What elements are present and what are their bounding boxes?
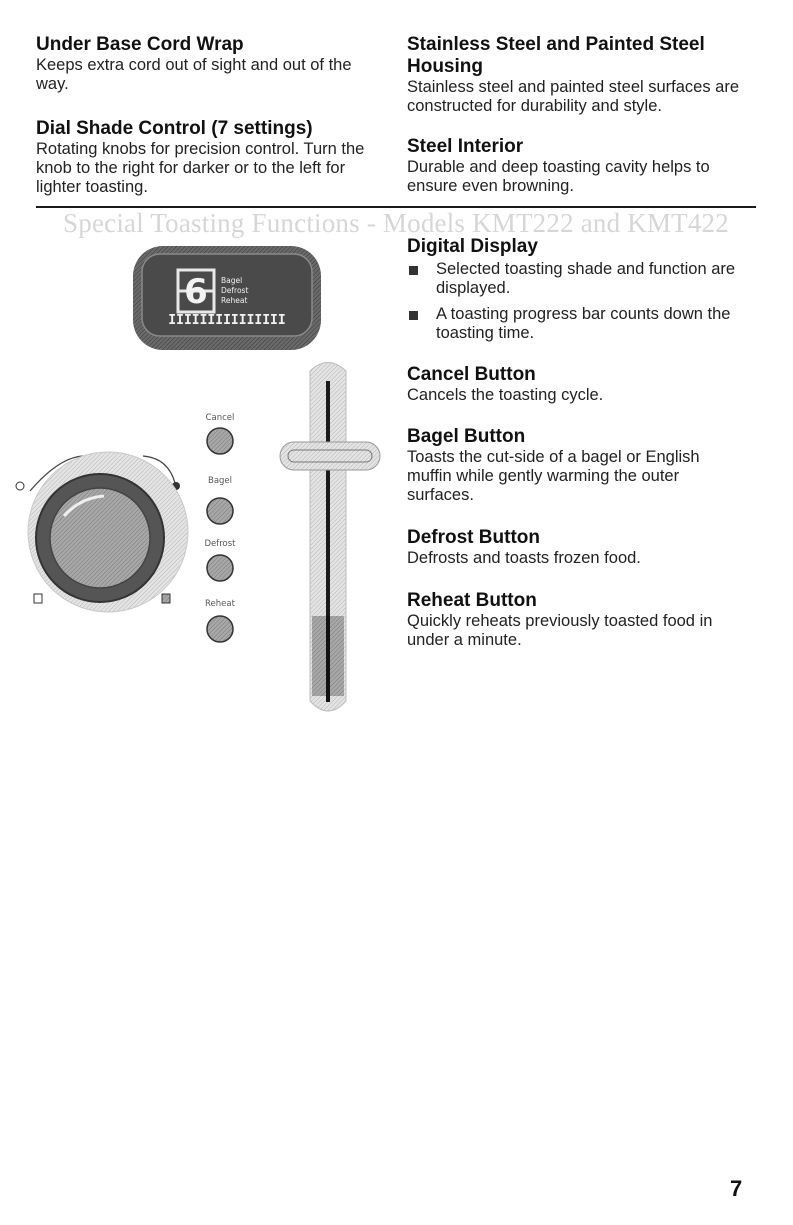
section-title: Special Toasting Functions - Models KMT222 and KMT422	[63, 208, 729, 238]
heading-steel-interior: Steel Interior	[407, 136, 524, 157]
digital-display-bullets	[407, 260, 757, 343]
cancel-button-label: Cancel	[205, 413, 235, 423]
heading-dial-shade: Dial Shade Control (7 settings)	[36, 118, 313, 139]
text-housing: Stainless steel and painted steel surfaces are constructed for durability and style.	[407, 78, 740, 115]
light-setting-icon	[16, 482, 24, 490]
feature-bagel-button	[407, 426, 757, 505]
heading-reheat-button: Reheat Button	[407, 590, 537, 611]
feature-housing	[407, 34, 757, 116]
display-digit: 6	[184, 272, 208, 312]
feature-cancel-button	[407, 364, 757, 405]
display-mode-defrost: Defrost	[221, 286, 249, 295]
list-item: A toasting progress bar counts down the toasting time.	[407, 305, 757, 343]
shade-dial	[16, 452, 188, 612]
feature-dial-shade	[36, 118, 388, 197]
feature-digital-display	[407, 236, 757, 350]
dark-toast-icon	[162, 594, 170, 603]
feature-steel-interior	[407, 136, 757, 196]
heading-digital-display: Digital Display	[407, 236, 538, 257]
reheat-button-label: Reheat	[205, 599, 235, 609]
heading-cord-wrap: Under Base Cord Wrap	[36, 34, 244, 55]
heading-bagel-button: Bagel Button	[407, 426, 526, 447]
toasting-lever	[280, 363, 380, 712]
text-bagel-button: Toasts the cut-side of a bagel or English muffin while gently warming the outer surfaces.	[407, 448, 700, 504]
display-progress-bar: IIIIIIIIIIIIIII	[168, 313, 286, 328]
list-item: Selected toasting shade and function are displayed.	[407, 260, 757, 298]
digital-display	[133, 246, 321, 350]
bagel-button-label: Bagel	[207, 476, 233, 486]
text-cord-wrap: Keeps extra cord out of sight and out of the way.	[36, 56, 352, 93]
text-steel-interior: Durable and deep toasting cavity helps to ensure even browning.	[407, 158, 710, 195]
bullet-icon	[409, 311, 418, 320]
defrost-button-icon	[207, 555, 233, 581]
feature-defrost-button	[407, 527, 757, 568]
function-buttons	[204, 413, 236, 642]
text-reheat-button: Quickly reheats previously toasted food in under a minute.	[407, 612, 713, 649]
reheat-button-icon	[207, 616, 233, 642]
feature-cord-wrap	[36, 34, 388, 94]
bagel-button-icon	[207, 498, 233, 524]
text-cancel-button: Cancels the toasting cycle.	[407, 386, 604, 404]
heading-defrost-button: Defrost Button	[407, 527, 540, 548]
control-panel-illustration	[0, 236, 400, 726]
bullet-icon	[409, 266, 418, 275]
defrost-button-label: Defrost	[204, 539, 236, 549]
page-number: 7	[730, 1176, 743, 1201]
light-toast-icon	[34, 594, 42, 603]
display-mode-bagel: Bagel	[221, 276, 243, 285]
cancel-button-icon	[207, 428, 233, 454]
text-defrost-button: Defrosts and toasts frozen food.	[407, 549, 641, 567]
feature-reheat-button	[407, 590, 757, 650]
text-dial-shade: Rotating knobs for precision control. Turn the knob to the right for darker or to the left for lighter toasting.	[36, 140, 365, 196]
display-mode-reheat: Reheat	[221, 296, 248, 305]
heading-housing: Stainless Steel and Painted Steel Housing	[407, 34, 705, 77]
heading-cancel-button: Cancel Button	[407, 364, 536, 385]
